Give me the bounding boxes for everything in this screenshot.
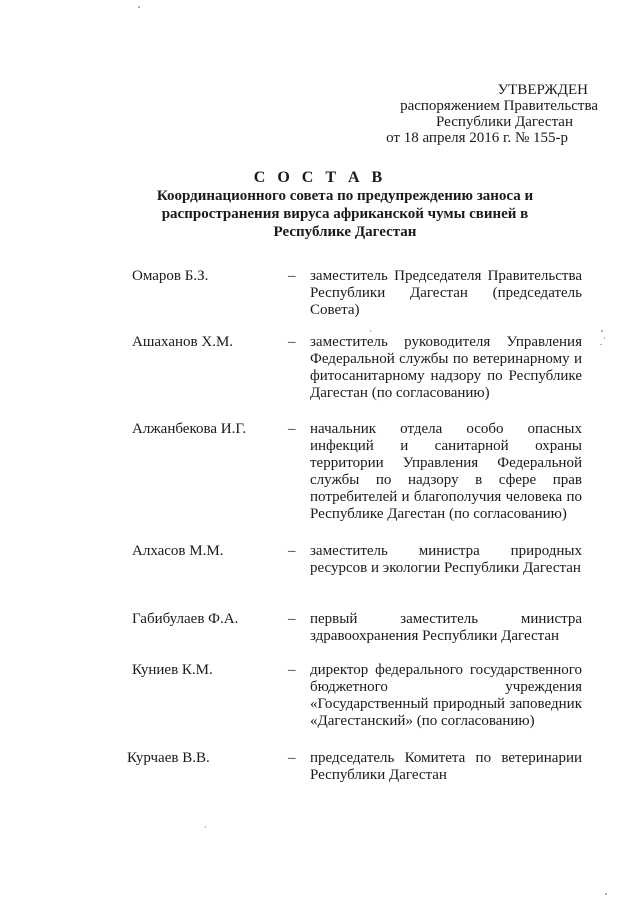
scan-speck [138, 6, 140, 8]
member-role: заместитель Председателя Правительства Республики Дагестан (председатель Совета) [310, 268, 582, 318]
member-name: Алхасов М.М. [132, 543, 224, 559]
member-role: начальник отдела особо опасных инфекций и санитарной охраны территории Управления Федеральной службы по надзору в сфере прав потребителей и благополучия человека по Республике Дагестан (по согласованию) [310, 421, 582, 522]
member-dash: – [288, 611, 296, 627]
approval-republic-line: Республики Дагестан [436, 114, 573, 130]
member-role: директор федерального государственного бюджетного учреждения «Государственный природный заповедник «Дагестанский» (по согласованию) [310, 662, 582, 729]
member-name: Куниев К.М. [132, 662, 213, 678]
scan-speck [600, 344, 602, 345]
document-subtitle: Координационного совета по предупреждению заноса и распространения вируса африканской чумы свиней в Республике Дагестан [156, 188, 534, 240]
approval-date-line: от 18 апреля 2016 г. № 155-р [386, 130, 568, 146]
approval-heading: УТВЕРЖДЕН [497, 82, 588, 98]
member-role: заместитель руководителя Управления Федеральной службы по ветеринарному и фитосанитарному надзору по Республике Дагестан (по согласованию) [310, 334, 582, 401]
approval-order-line: распоряжением Правительства [400, 98, 598, 114]
scan-speck [601, 330, 603, 332]
member-dash: – [288, 750, 296, 766]
member-name: Ашаханов Х.М. [132, 334, 234, 350]
member-role: первый заместитель министра здравоохранения Республики Дагестан [310, 611, 582, 644]
member-dash: – [288, 334, 296, 350]
member-role: председатель Комитета по ветеринарии Республики Дагестан [310, 750, 582, 783]
member-role: заместитель министра природных ресурсов и экологии Республики Дагестан [310, 543, 582, 576]
member-name: Омаров Б.З. [132, 268, 209, 284]
scan-speck [370, 330, 371, 332]
scan-speck [205, 826, 206, 828]
member-dash: – [288, 268, 296, 284]
member-dash: – [288, 543, 296, 559]
member-dash: – [288, 662, 296, 678]
member-name: Курчаев В.В. [127, 750, 210, 766]
member-dash: – [288, 421, 296, 437]
member-name: Алжанбекова И.Г. [132, 421, 247, 437]
scan-speck [605, 893, 607, 895]
scan-speck [604, 337, 605, 339]
document-title: С О С Т А В [253, 169, 387, 186]
member-name: Габибулаев Ф.А. [132, 611, 239, 627]
